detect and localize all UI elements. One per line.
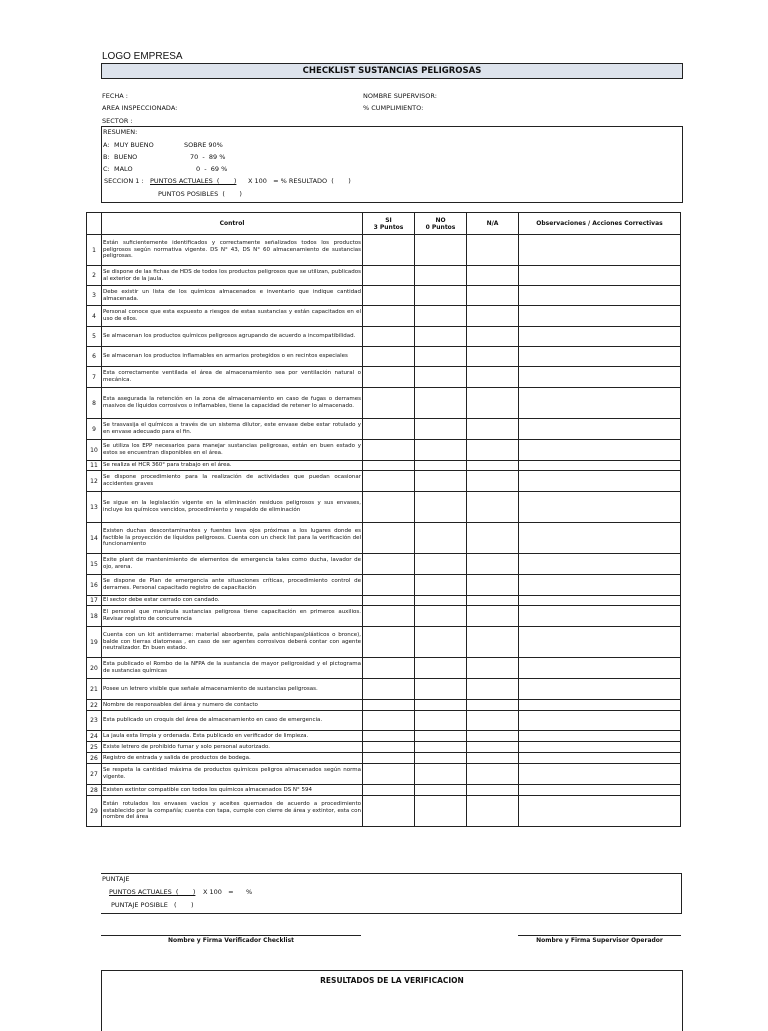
row-control-text: Se almacenan los productos inflamables en armarios protegidos o en recintos especiales: [102, 347, 363, 367]
si-cell[interactable]: [363, 419, 415, 440]
row-number: 13: [87, 492, 102, 523]
row-control-text: Cuenta con un kit antiderrame: material absorbente, pala antichispas(plásticos o bronce), balde con tierras diatomeas , en caso de ser agentes corrosivos deberá contar con agente neutralizador. En buen estado.: [102, 627, 363, 658]
observaciones-cell[interactable]: [519, 471, 681, 492]
no-cell[interactable]: [415, 306, 467, 327]
checklist-table: [86, 212, 681, 827]
row-control-text: Esta correctamente ventilada el área de almacenamiento sea por ventilación natural o mecánica.: [102, 367, 363, 388]
observaciones-cell[interactable]: [519, 627, 681, 658]
si-cell[interactable]: [363, 492, 415, 523]
no-cell[interactable]: [415, 764, 467, 785]
si-cell[interactable]: [363, 764, 415, 785]
row-control-text: Están suficientemente identificados y correctamente señalizados todos los productos peligrosos según normativa vigente. DS N° 43, DS N° 60 almacenamiento de sustancias peligrosas.: [102, 235, 363, 266]
header-si-label: SI: [385, 216, 392, 224]
header-no-label: NO: [435, 216, 446, 224]
table-row: [87, 388, 681, 419]
no-cell[interactable]: [415, 286, 467, 306]
table-row: [87, 554, 681, 575]
company-logo-placeholder: LOGO EMPRESA: [102, 51, 183, 62]
observaciones-cell[interactable]: [519, 554, 681, 575]
si-cell[interactable]: [363, 700, 415, 711]
observaciones-cell[interactable]: [519, 575, 681, 596]
si-cell[interactable]: [363, 461, 415, 471]
row-number: 22: [87, 700, 102, 711]
cumplimiento-label: % CUMPLIMIENTO:: [363, 104, 424, 112]
si-cell[interactable]: [363, 327, 415, 347]
no-cell[interactable]: [415, 523, 467, 554]
grade-a-range: SOBRE 90%: [184, 141, 223, 149]
no-cell[interactable]: [415, 700, 467, 711]
area-label: AREA INSPECCIONADA:: [102, 104, 178, 112]
resumen-box: [101, 126, 683, 203]
no-cell[interactable]: [415, 596, 467, 606]
puntos-actuales-label: PUNTOS ACTUALES ( ): [150, 177, 237, 185]
fecha-label: FECHA :: [102, 92, 128, 100]
row-control-text: Esta publicado un croquis del área de almacenamiento en caso de emergencia.: [102, 711, 363, 731]
table-row: [87, 606, 681, 627]
row-number: 17: [87, 596, 102, 606]
na-cell[interactable]: [467, 492, 519, 523]
seccion-label: SECCION 1 :: [104, 177, 144, 185]
si-cell[interactable]: [363, 523, 415, 554]
no-cell[interactable]: [415, 266, 467, 286]
row-control-text: Nombre de responsables del área y numero de contacto: [102, 700, 363, 711]
resultados-title: RESULTADOS DE LA VERIFICACION: [320, 976, 464, 985]
row-control-text: El sector debe estar cerrado con candado.: [102, 596, 363, 606]
row-control-text: Se dispone de Plan de emergencia ante situaciones críticas, procedimiento control de derrames. Personal capacitado registro de capacitación: [102, 575, 363, 596]
resultados-box: [101, 970, 683, 1031]
na-cell[interactable]: [467, 753, 519, 764]
supervisor-signature-line: [518, 935, 681, 936]
si-cell[interactable]: [363, 575, 415, 596]
table-row: [87, 266, 681, 286]
grade-c-range: 0 - 69 %: [196, 165, 228, 173]
na-cell[interactable]: [467, 367, 519, 388]
na-cell[interactable]: [467, 742, 519, 753]
observaciones-cell[interactable]: [519, 658, 681, 679]
na-cell[interactable]: [467, 347, 519, 367]
row-control-text: Existe letrero de prohibido fumar y solo personal autorizado.: [102, 742, 363, 753]
na-cell[interactable]: [467, 461, 519, 471]
no-cell[interactable]: [415, 679, 467, 700]
resultado-formula: X 100 = % RESULTADO ( ): [248, 177, 351, 185]
table-row: [87, 440, 681, 461]
si-cell[interactable]: [363, 235, 415, 266]
na-cell[interactable]: [467, 523, 519, 554]
no-cell[interactable]: [415, 440, 467, 461]
no-cell[interactable]: [415, 753, 467, 764]
row-control-text: Esta publicado el Rombo de la NFPA de la sustancia de mayor peligrosidad y el pictograma de sustancias químicas: [102, 658, 363, 679]
header-observaciones: Observaciones / Acciones Correctivas: [519, 213, 681, 235]
row-control-text: Exite plant de mantenimiento de elementos de emergencia tales como ducha, lavador de ojo, arena.: [102, 554, 363, 575]
si-cell[interactable]: [363, 440, 415, 461]
grade-b-label: BUENO: [114, 153, 138, 161]
na-cell[interactable]: [467, 235, 519, 266]
na-cell[interactable]: [467, 764, 519, 785]
na-cell[interactable]: [467, 286, 519, 306]
na-cell[interactable]: [467, 554, 519, 575]
puntaje-title: PUNTAJE: [102, 875, 130, 883]
row-number: 24: [87, 731, 102, 742]
row-number: 29: [87, 796, 102, 827]
row-number: 3: [87, 286, 102, 306]
table-row: [87, 575, 681, 596]
observaciones-cell[interactable]: [519, 523, 681, 554]
si-cell[interactable]: [363, 711, 415, 731]
no-cell[interactable]: [415, 742, 467, 753]
row-number: 1: [87, 235, 102, 266]
row-control-text: Se realiza el HCR 360° para trabajo en el área.: [102, 461, 363, 471]
grade-c-letter: C:: [103, 165, 110, 173]
row-control-text: Registro de entrada y salida de productos de bodega.: [102, 753, 363, 764]
header-no: [415, 213, 467, 235]
row-number: 5: [87, 327, 102, 347]
table-row: [87, 711, 681, 731]
observaciones-cell[interactable]: [519, 764, 681, 785]
header-si: [363, 213, 415, 235]
si-cell[interactable]: [363, 785, 415, 796]
observaciones-cell[interactable]: [519, 419, 681, 440]
table-row: [87, 471, 681, 492]
header-si-points: 3 Puntos: [373, 223, 404, 231]
row-number: 21: [87, 679, 102, 700]
na-cell[interactable]: [467, 471, 519, 492]
na-cell[interactable]: [467, 711, 519, 731]
na-cell[interactable]: [467, 700, 519, 711]
na-cell[interactable]: [467, 627, 519, 658]
row-number: 2: [87, 266, 102, 286]
grade-c-label: MALO: [114, 165, 133, 173]
grade-a-label: MUY BUENO: [114, 141, 154, 149]
na-cell[interactable]: [467, 419, 519, 440]
no-cell[interactable]: [415, 575, 467, 596]
observaciones-cell[interactable]: [519, 347, 681, 367]
observaciones-cell[interactable]: [519, 388, 681, 419]
no-cell[interactable]: [415, 796, 467, 827]
na-cell[interactable]: [467, 575, 519, 596]
observaciones-cell[interactable]: [519, 367, 681, 388]
header-number: [87, 213, 102, 235]
table-row: [87, 753, 681, 764]
resumen-title: RESUMEN:: [103, 128, 138, 136]
header-control: Control: [102, 213, 363, 235]
row-number: 28: [87, 785, 102, 796]
si-cell[interactable]: [363, 731, 415, 742]
puntaje-formula: X 100 = %: [203, 888, 253, 896]
observaciones-cell[interactable]: [519, 266, 681, 286]
header-na: N/A: [467, 213, 519, 235]
si-cell[interactable]: [363, 606, 415, 627]
row-number: 27: [87, 764, 102, 785]
no-cell[interactable]: [415, 492, 467, 523]
no-cell[interactable]: [415, 367, 467, 388]
puntaje-box: [101, 873, 682, 914]
si-cell[interactable]: [363, 554, 415, 575]
observaciones-cell[interactable]: [519, 785, 681, 796]
row-number: 9: [87, 419, 102, 440]
row-number: 4: [87, 306, 102, 327]
no-cell[interactable]: [415, 711, 467, 731]
table-row: [87, 700, 681, 711]
row-number: 8: [87, 388, 102, 419]
table-header-row: [87, 213, 681, 235]
row-number: 14: [87, 523, 102, 554]
row-control-text: Personal conoce que esta expuesto a riesgos de estas sustancias y están capacitados en el uso de ellos.: [102, 306, 363, 327]
si-cell[interactable]: [363, 796, 415, 827]
table-row: [87, 796, 681, 827]
row-control-text: Existen duchas descontaminantes y fuentes lava ojos próximas a los lugares donde es factible la proyección de líquidos peligrosos. Cuenta con un check list para la verificación del funcionamiento: [102, 523, 363, 554]
no-cell[interactable]: [415, 327, 467, 347]
no-cell[interactable]: [415, 347, 467, 367]
si-cell[interactable]: [363, 367, 415, 388]
na-cell[interactable]: [467, 606, 519, 627]
row-number: 7: [87, 367, 102, 388]
puntaje-posible-label: PUNTAJE POSIBLE ( ): [111, 901, 194, 909]
observaciones-cell[interactable]: [519, 796, 681, 827]
observaciones-cell[interactable]: [519, 679, 681, 700]
puntaje-actuales-label: PUNTOS ACTUALES ( ): [109, 888, 196, 896]
row-number: 19: [87, 627, 102, 658]
no-cell[interactable]: [415, 606, 467, 627]
row-number: 10: [87, 440, 102, 461]
no-cell[interactable]: [415, 388, 467, 419]
na-cell[interactable]: [467, 266, 519, 286]
verificador-signature-line: [101, 935, 361, 936]
observaciones-cell[interactable]: [519, 235, 681, 266]
table-row: [87, 461, 681, 471]
table-row: [87, 627, 681, 658]
row-number: 20: [87, 658, 102, 679]
na-cell[interactable]: [467, 440, 519, 461]
si-cell[interactable]: [363, 266, 415, 286]
si-cell[interactable]: [363, 306, 415, 327]
table-row: [87, 679, 681, 700]
table-row: [87, 286, 681, 306]
no-cell[interactable]: [415, 461, 467, 471]
form-title: CHECKLIST SUSTANCIAS PELIGROSAS: [101, 63, 683, 79]
row-control-text: Existen extintor compatible con todos los químicos almacenados DS N° 594: [102, 785, 363, 796]
row-control-text: Se dispone de las fichas de HDS de todos los productos peligrosos que se utilizan, publicados al exterior de la jaula.: [102, 266, 363, 286]
row-control-text: El personal que manipula sustancias peligrosa tiene capacitación en primeros auxilios. Revisar registro de concurrencia: [102, 606, 363, 627]
si-cell[interactable]: [363, 742, 415, 753]
si-cell[interactable]: [363, 347, 415, 367]
no-cell[interactable]: [415, 658, 467, 679]
row-number: 18: [87, 606, 102, 627]
table-row: [87, 742, 681, 753]
observaciones-cell[interactable]: [519, 700, 681, 711]
na-cell[interactable]: [467, 306, 519, 327]
verificador-signature-label: Nombre y Firma Verificador Checklist: [167, 937, 295, 944]
na-cell[interactable]: [467, 388, 519, 419]
na-cell[interactable]: [467, 796, 519, 827]
observaciones-cell[interactable]: [519, 753, 681, 764]
table-row: [87, 419, 681, 440]
no-cell[interactable]: [415, 785, 467, 796]
row-control-text: Esta asegurada la retención en la zona de almacenamiento en caso de fugas o derrames masivos de líquidos corrosivos o inflamables, tiene la capacidad de retener lo almacenado.: [102, 388, 363, 419]
grade-b-letter: B:: [103, 153, 110, 161]
row-control-text: Se sigue en la legislación vigente en la eliminación residuos peligrosos y sus envases, incluye los químicos vencidos, procedimiento y respaldo de eliminación: [102, 492, 363, 523]
na-cell[interactable]: [467, 731, 519, 742]
row-number: 26: [87, 753, 102, 764]
si-cell[interactable]: [363, 679, 415, 700]
puntos-posibles-label: PUNTOS POSIBLES ( ): [158, 190, 242, 198]
table-row: [87, 731, 681, 742]
table-row: [87, 367, 681, 388]
table-row: [87, 764, 681, 785]
row-control-text: Debe existir un lista de los químicos almacenados e inventario que indique cantidad almacenada.: [102, 286, 363, 306]
row-number: 23: [87, 711, 102, 731]
table-row: [87, 327, 681, 347]
table-row: [87, 347, 681, 367]
table-row: [87, 235, 681, 266]
row-number: 6: [87, 347, 102, 367]
row-number: 11: [87, 461, 102, 471]
no-cell[interactable]: [415, 471, 467, 492]
observaciones-cell[interactable]: [519, 306, 681, 327]
table-row: [87, 492, 681, 523]
table-row: [87, 658, 681, 679]
row-control-text: Se trasvasija el químicos a través de un sistema dilutor, este envase debe estar rotulado y en envase adecuado para el fin.: [102, 419, 363, 440]
si-cell[interactable]: [363, 596, 415, 606]
row-control-text: Se utiliza los EPP necesarios para manejar sustancias peligrosas, están en buen estado y estos se encuentran disponibles en el área.: [102, 440, 363, 461]
sector-label: SECTOR :: [102, 117, 133, 125]
si-cell[interactable]: [363, 286, 415, 306]
row-control-text: Se almacenan los productos químicos peligrosos agrupando de acuerdo a incompatibilidad.: [102, 327, 363, 347]
na-cell[interactable]: [467, 679, 519, 700]
observaciones-cell[interactable]: [519, 742, 681, 753]
row-control-text: Se respeta la cantidad máxima de productos químicos peligros almacenados según norma vigente.: [102, 764, 363, 785]
na-cell[interactable]: [467, 327, 519, 347]
observaciones-cell[interactable]: [519, 711, 681, 731]
grade-b-range: 70 - 89 %: [190, 153, 226, 161]
observaciones-cell[interactable]: [519, 286, 681, 306]
row-number: 15: [87, 554, 102, 575]
no-cell[interactable]: [415, 235, 467, 266]
observaciones-cell[interactable]: [519, 596, 681, 606]
na-cell[interactable]: [467, 596, 519, 606]
grade-a-letter: A:: [103, 141, 110, 149]
row-number: 12: [87, 471, 102, 492]
observaciones-cell[interactable]: [519, 606, 681, 627]
table-row: [87, 596, 681, 606]
table-row: [87, 785, 681, 796]
row-control-text: Posee un letrero visible que señale almacenamiento de sustancias peligrosas.: [102, 679, 363, 700]
checklist-body: [87, 235, 681, 827]
no-cell[interactable]: [415, 419, 467, 440]
row-control-text: Están rotulados los envases vacíos y aceites quemados de acuerdo a procedimiento establecido por la compañía; cuenta con tapa, cumple con cierre de área y extintor, esta con nombre del área: [102, 796, 363, 827]
si-cell[interactable]: [363, 753, 415, 764]
na-cell[interactable]: [467, 785, 519, 796]
no-cell[interactable]: [415, 731, 467, 742]
no-cell[interactable]: [415, 627, 467, 658]
observaciones-cell[interactable]: [519, 327, 681, 347]
observaciones-cell[interactable]: [519, 731, 681, 742]
table-row: [87, 523, 681, 554]
row-control-text: Se dispone procedimiento para la realización de actividades que puedan ocasionar accidentes graves: [102, 471, 363, 492]
row-control-text: La jaula esta limpia y ordenada. Esta publicado en verificador de limpieza.: [102, 731, 363, 742]
no-cell[interactable]: [415, 554, 467, 575]
si-cell[interactable]: [363, 388, 415, 419]
table-row: [87, 306, 681, 327]
si-cell[interactable]: [363, 658, 415, 679]
row-number: 25: [87, 742, 102, 753]
na-cell[interactable]: [467, 658, 519, 679]
si-cell[interactable]: [363, 471, 415, 492]
supervisor-label: NOMBRE SUPERVISOR:: [363, 92, 437, 100]
si-cell[interactable]: [363, 627, 415, 658]
observaciones-cell[interactable]: [519, 492, 681, 523]
header-no-points: 0 Puntos: [425, 223, 456, 231]
row-number: 16: [87, 575, 102, 596]
supervisor-signature-label: Nombre y Firma Supervisor Operador: [536, 937, 663, 944]
observaciones-cell[interactable]: [519, 461, 681, 471]
observaciones-cell[interactable]: [519, 440, 681, 461]
